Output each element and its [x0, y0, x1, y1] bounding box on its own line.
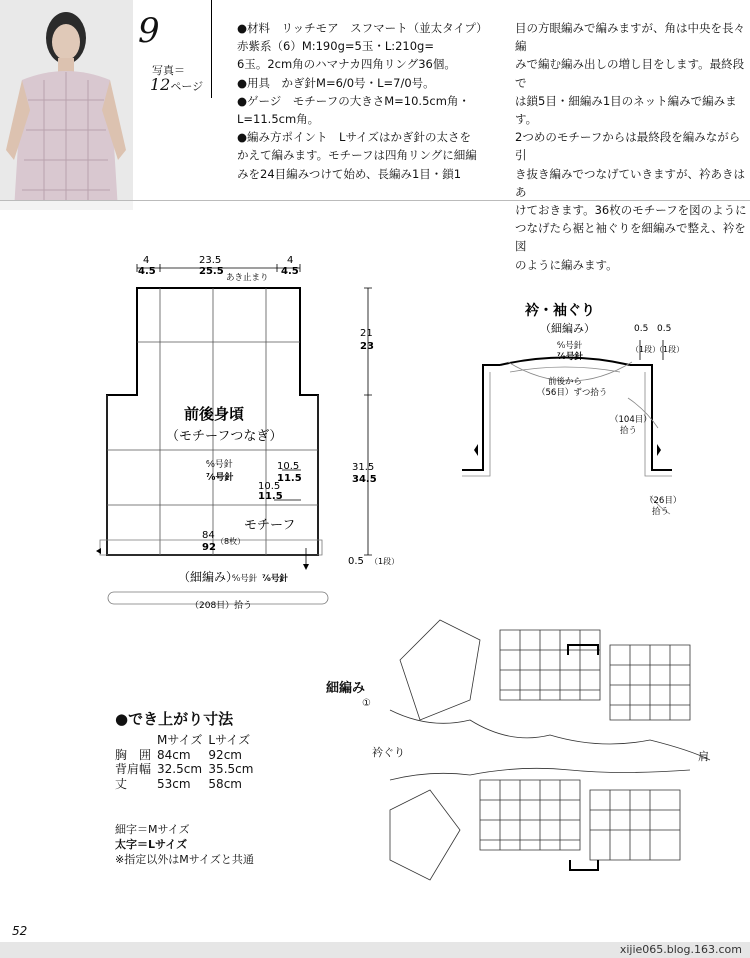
side-pickup-line1: （26目） — [645, 496, 682, 506]
materials-line: みを24目編みつけて始め、長編み1目・鎖1 — [237, 166, 462, 181]
row-l: 58cm — [208, 776, 242, 791]
row-label: 胸 囲 — [115, 747, 152, 762]
table-header-row — [115, 733, 259, 748]
instructions-line: き抜き編みでつなげていきますが、衿あきはあ — [515, 166, 745, 199]
dim-height-body-l: 34.5 — [352, 474, 377, 485]
row-l: 92cm — [208, 747, 242, 762]
column-m: Mサイズ — [157, 733, 203, 747]
body-hook-l: ⁷⁄₀号針 — [206, 473, 234, 483]
table-row — [115, 762, 259, 777]
hem-hook-l: ⁷⁄₀号針 — [262, 574, 288, 584]
stitch-chart — [325, 620, 710, 880]
dim-top-mid-m: 23.5 — [199, 255, 222, 266]
note-common: ※指定以外はMサイズと共通 — [115, 853, 254, 866]
finished-sizes-table — [115, 733, 259, 791]
side-pickup-line2: 拾う — [652, 507, 670, 517]
photo-ref-page-unit: ページ — [170, 80, 204, 93]
table-row — [115, 748, 259, 763]
front-pickup-line2: （56目）ずつ拾う — [537, 388, 608, 398]
hem-hook-m: ⁶⁄₀号針 — [232, 574, 258, 584]
dim-top-left-l: 4.5 — [138, 266, 156, 277]
materials-line: 6玉。2cm角のハマナカ四角リング36個。 — [237, 57, 456, 72]
motif-label: モチーフ — [244, 518, 296, 533]
finished-sizes-title: ●でき上がり寸法 — [115, 710, 234, 728]
dim-top-left-m: 4 — [143, 255, 150, 266]
collar-schematic — [462, 302, 684, 517]
body-hook-m: ⁶⁄₀号針 — [206, 460, 233, 470]
instructions-line: つなげたら裾と袖ぐりを細編みで整え、衿を図 — [515, 221, 746, 254]
chart-label: 細編み — [326, 681, 366, 696]
dim-height-top-m: 21 — [360, 328, 373, 339]
dim-height-top-l: 23 — [360, 341, 374, 352]
materials-line: L=11.5cm角。 — [237, 112, 320, 127]
materials-line: ●ゲージ モチーフの大きさM=10.5cm角・ — [237, 93, 470, 108]
dim-height-body-m: 31.5 — [352, 462, 375, 473]
sleeve-pickup-line1: （104目） — [610, 415, 652, 425]
note-thin: 細字＝Mサイズ — [115, 823, 190, 836]
photo-ref-page-number: 12 — [150, 75, 171, 94]
materials-line: ●材料 リッチモア スフマート（並太タイプ） — [237, 21, 488, 35]
instructions-line: 2つめのモチーフからは最終段を編みながら引 — [515, 130, 741, 163]
motif-dim-m2: 10.5 — [258, 481, 281, 492]
width-l: 92 — [202, 542, 216, 553]
collar-title: 衿・袖ぐり — [525, 303, 595, 319]
column-l: Lサイズ — [208, 733, 251, 747]
note-bold — [115, 837, 254, 852]
body-subtitle: （モチーフつなぎ） — [166, 429, 283, 444]
instructions-line: けておきます。36枚のモチーフを図のように — [515, 203, 747, 218]
finished-sizes — [115, 712, 259, 791]
sleeve-pickup-line2: 拾う — [620, 426, 638, 436]
materials-line: 赤紫系（6）M:190g=5玉・L:210g= — [237, 39, 434, 54]
motif-dim-l: 11.5 — [277, 473, 302, 484]
collar-subtitle: （細編み） — [540, 322, 595, 335]
photo-ref-label: 写真＝ — [152, 64, 185, 77]
width-m: 84 — [202, 530, 215, 541]
hem-pickup: （208目）拾う — [190, 601, 253, 611]
dim-top-mid-l: 25.5 — [199, 266, 224, 277]
instructions-line: みで編む編み出しの増し目をします。最終段で — [515, 57, 745, 90]
row-label: 背肩幅 — [115, 762, 152, 776]
instructions-line: は鎖5目・細編み1目のネット編みで編みます。 — [515, 93, 737, 127]
chart-row-marker: ① — [362, 698, 371, 709]
instructions-line: のように編みます。 — [515, 257, 618, 272]
dim-hem-edge-rows: （1段） — [370, 557, 400, 566]
front-pickup-line1: 前後から — [548, 377, 583, 387]
collar-edge-m2: 0.5 — [657, 324, 672, 334]
pattern-number: 9 — [138, 11, 160, 51]
collar-hook-l: ⁷⁄₀号針 — [557, 352, 583, 362]
table-row — [115, 777, 259, 792]
dim-hem-edge-m: 0.5 — [348, 556, 364, 567]
motif-dim-l2: 11.5 — [258, 491, 283, 502]
neck-opening-label: あき止まり — [226, 273, 269, 283]
note-bold-text: 太字＝Lサイズ — [115, 838, 188, 851]
chart-shoulder-label: 肩 — [698, 750, 709, 763]
width-count: （8枚） — [216, 537, 246, 546]
page-number: 52 — [12, 924, 28, 938]
hem-label: （細編み） — [178, 570, 239, 584]
row-label: 丈 — [115, 776, 128, 791]
collar-edge-rows2: （1段） — [655, 345, 685, 354]
materials-line: かえて編みます。モチーフは四角リングに細編 — [237, 148, 477, 163]
dim-top-right-m: 4 — [287, 255, 294, 266]
materials-line: ●編み方ポイント Lサイズはかぎ針の太さを — [237, 130, 472, 145]
motif-dim-m: 10.5 — [277, 461, 300, 472]
dim-top-right-l: 4.5 — [281, 266, 299, 277]
collar-edge-m: 0.5 — [634, 324, 649, 334]
materials-line: ●用具 かぎ針M=6/0号・L=7/0号。 — [237, 75, 435, 90]
collar-hook-m: ⁶⁄₀号針 — [557, 341, 583, 351]
body-title: 前後身頃 — [184, 405, 245, 423]
notes — [115, 822, 254, 867]
collar-edge-rows: （1段） — [631, 345, 661, 354]
row-m: 53cm — [157, 776, 191, 791]
chart-neck-label: 衿ぐり — [372, 746, 405, 759]
row-l: 35.5cm — [208, 762, 254, 776]
table-cell — [115, 733, 157, 748]
source-url: xijie065.blog.163.com — [619, 943, 742, 956]
row-m: 32.5cm — [157, 762, 203, 776]
instructions-line: 目の方眼編みで編みますが、角は中央を長々編 — [515, 21, 745, 54]
row-m: 84cm — [157, 747, 191, 762]
body-schematic — [96, 255, 399, 611]
